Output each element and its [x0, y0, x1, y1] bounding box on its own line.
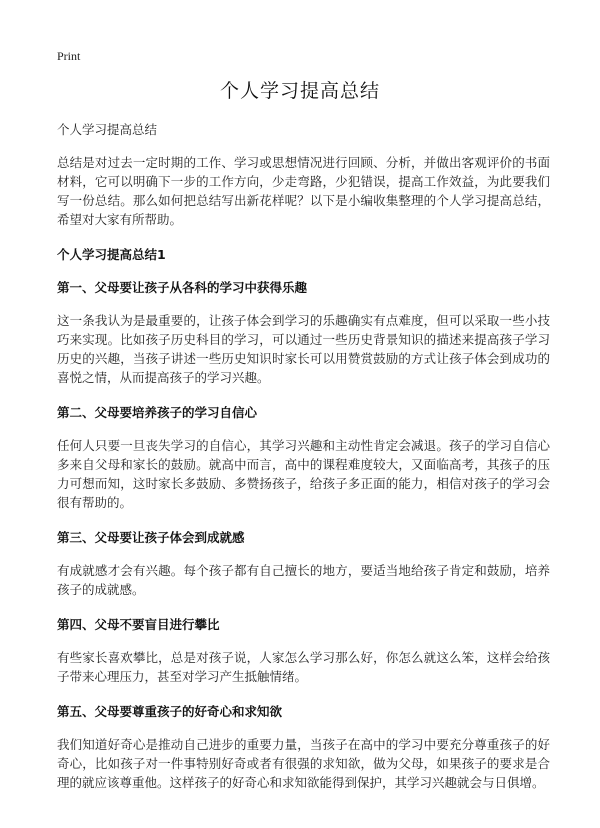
document-body [57, 120, 550, 808]
point-heading-2: 第二、父母要培养孩子的学习自信心 [57, 405, 258, 420]
document-title: 个人学习提高总结 [219, 80, 380, 102]
document-subtitle: 个人学习提高总结 [57, 122, 158, 137]
point-heading-4: 第四、父母不要盲目进行攀比 [57, 617, 220, 632]
point-heading-5: 第五、父母要尊重孩子的好奇心和求知欲 [57, 704, 283, 719]
print-link[interactable]: Print [57, 49, 81, 63]
point-body-1: 这一条我认为是最重要的，让孩子体会到学习的乐趣确实有点难度，但可以采取一些小技巧来实现。比如孩子历史科目的学习，可以通过一些历史背景知识的描述来提高孩子学习历史的兴趣，当孩子讲述一些历史知识时家长可以用赞赏鼓励的方式让孩子体会到成功的喜悦之情，从而提高孩子的学习兴趣。 [57, 313, 550, 385]
point-heading-1: 第一、父母要让孩子从各科的学习中获得乐趣 [57, 280, 308, 295]
point-heading-3: 第三、父母要让孩子体会到成就感 [57, 530, 245, 545]
intro-paragraph: 总结是对过去一定时期的工作、学习或思想情况进行回顾、分析，并做出客观评价的书面材料，它可以明确下一步的工作方向，少走弯路，少犯错误，提高工作效益，为此要我们写一份总结。那么如何把总结写出新花样呢？以下是小编收集整理的个人学习提高总结，希望对大家有所帮助。 [57, 155, 550, 227]
point-body-2: 任何人只要一旦丧失学习的自信心，其学习兴趣和主动性肯定会减退。孩子的学习自信心多来自父母和家长的鼓励。就高中而言，高中的课程难度较大，又面临高考，其孩子的压力可想而知，这时家长多鼓励、多赞扬孩子，给孩子多正面的能力，相信对孩子的学习会很有帮助的。 [57, 438, 550, 510]
section-heading: 个人学习提高总结1 [57, 247, 166, 262]
point-body-3: 有成就感才会有兴趣。每个孩子都有自己擅长的地方，要适当地给孩子肯定和鼓励，培养孩子的成就感。 [57, 563, 550, 597]
point-body-5: 我们知道好奇心是推动自己进步的重要力量，当孩子在高中的学习中要充分尊重孩子的好奇心，比如孩子对一件事特别好奇或者有很强的求知欲，做为父母，如果孩子的要求是合理的就应该尊重他。这样孩子的好奇心和求知欲能得到保护，其学习兴趣就会与日俱增。 [57, 737, 550, 790]
point-body-4: 有些家长喜欢攀比，总是对孩子说，人家怎么学习那么好，你怎么就这么笨，这样会给孩子带来心理压力，甚至对学习产生抵触情绪。 [57, 650, 550, 684]
